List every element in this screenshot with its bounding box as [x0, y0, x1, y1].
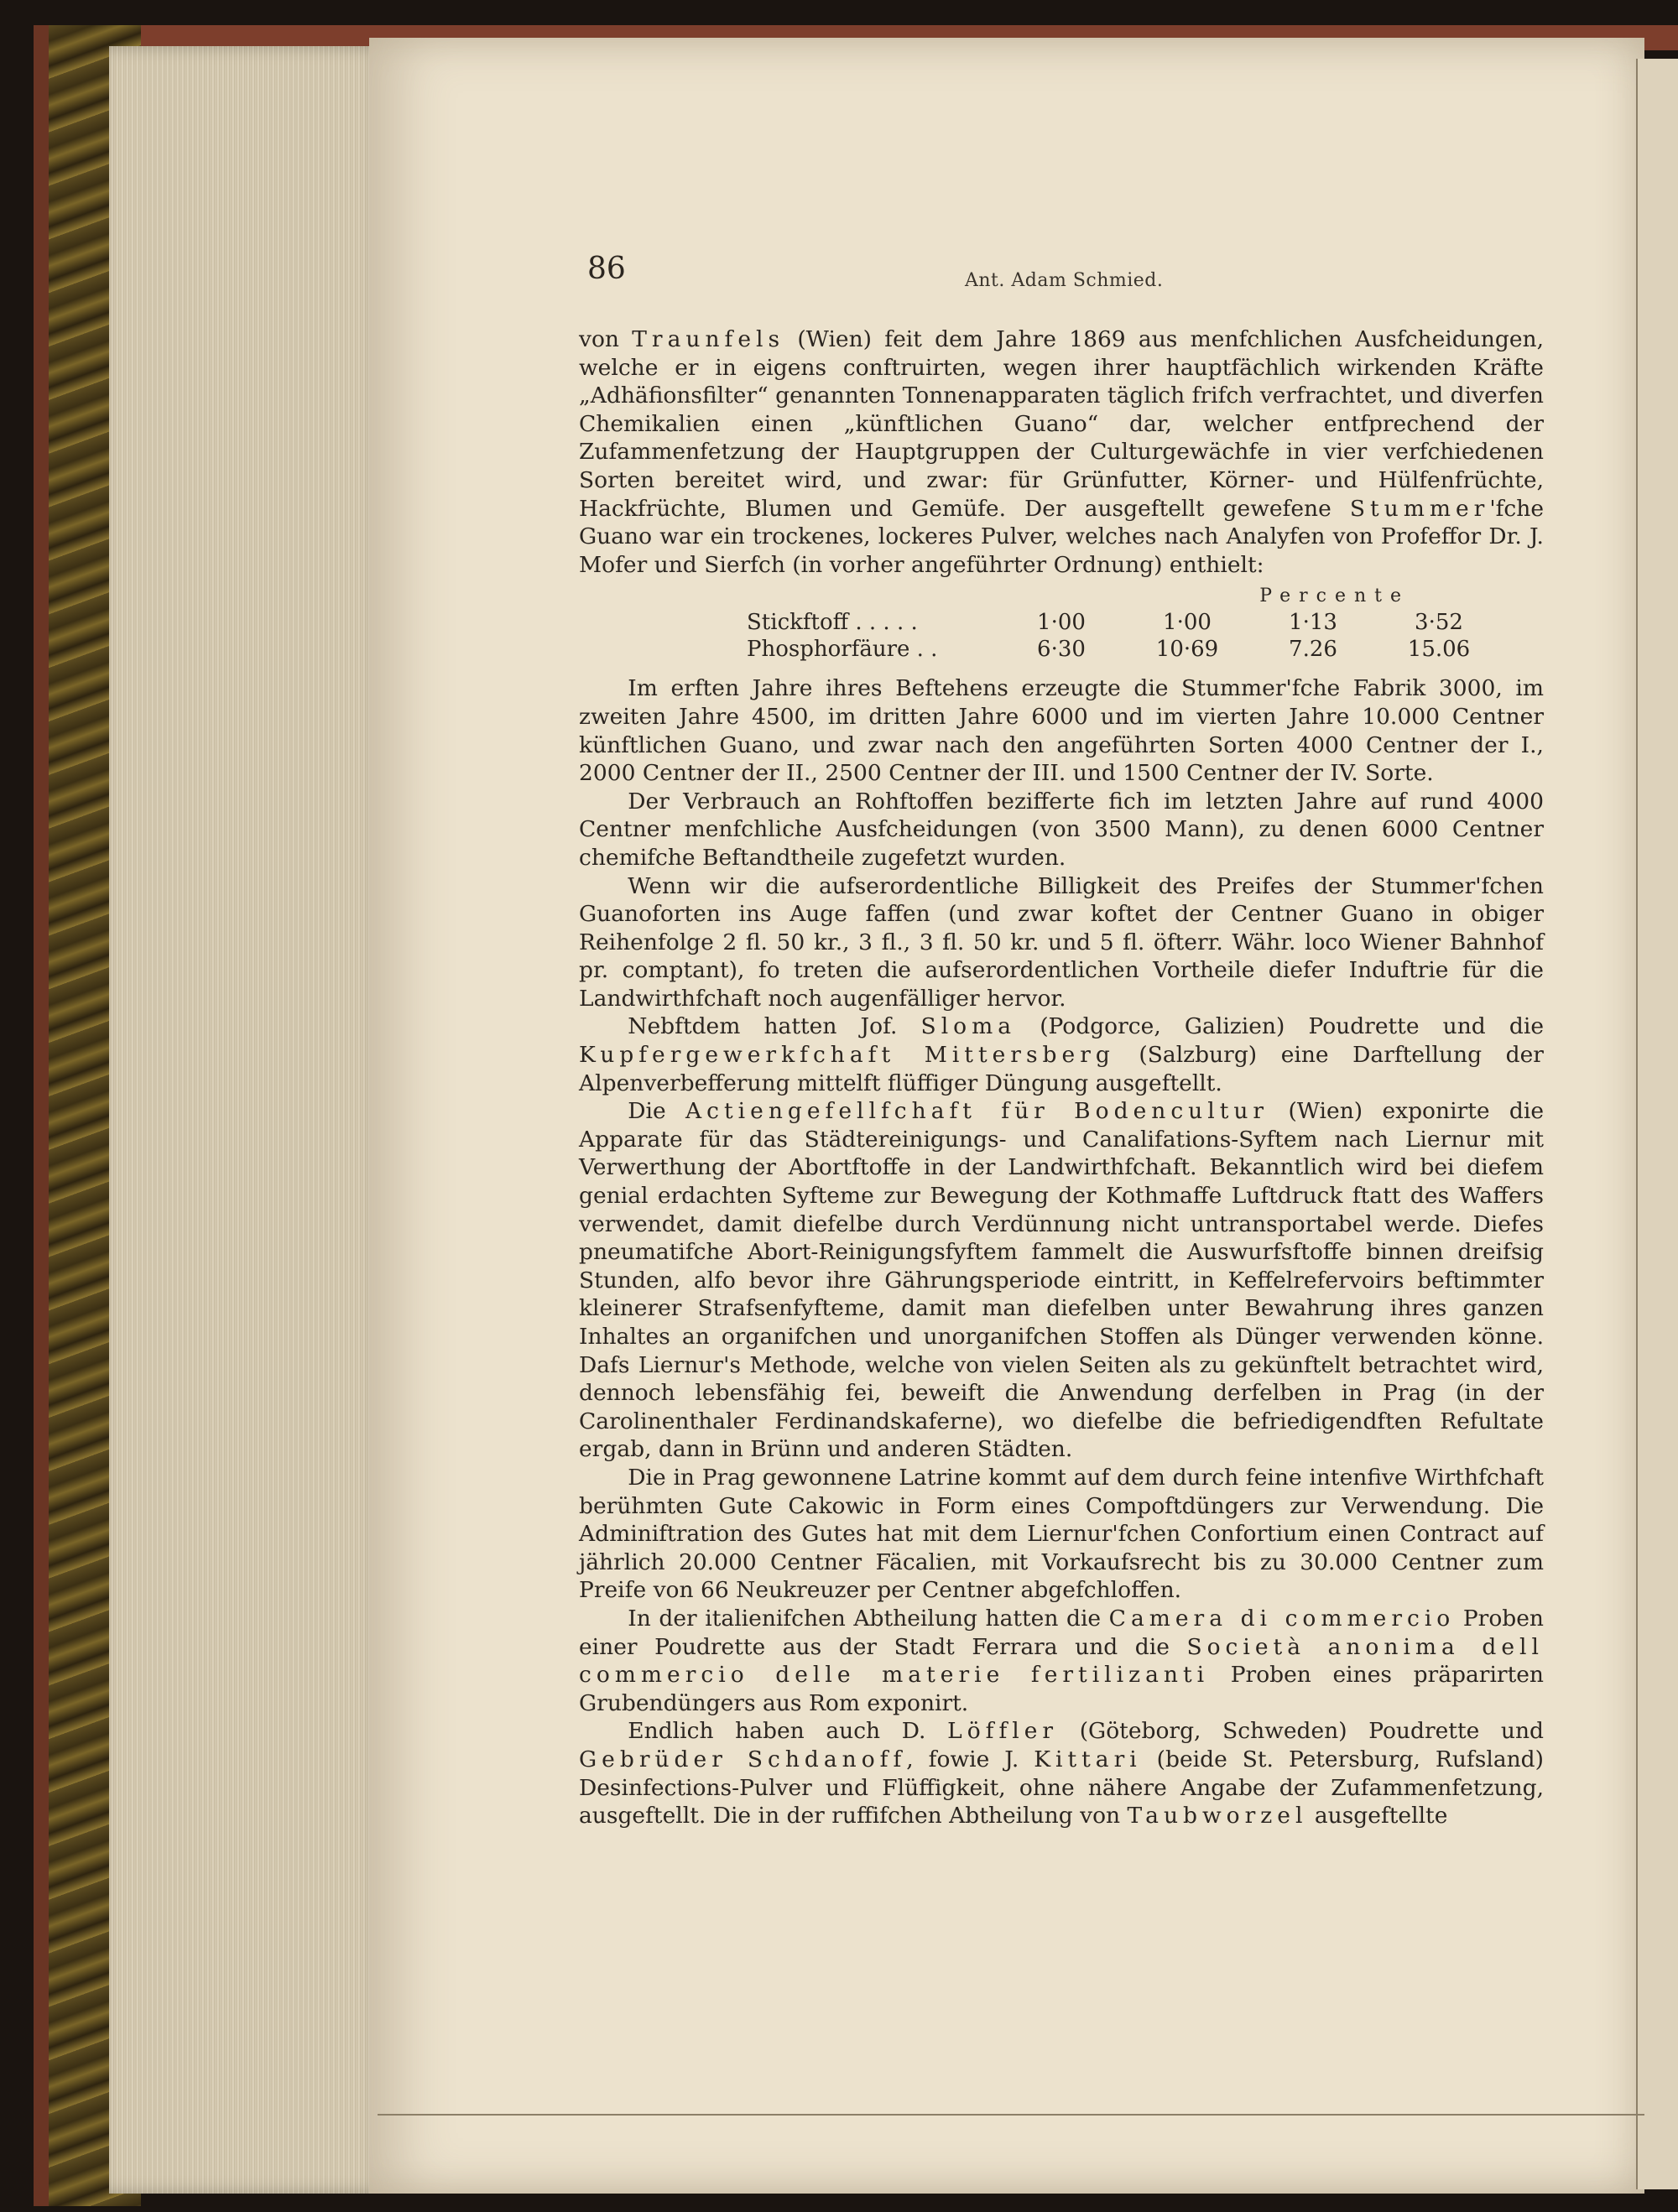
spaced-name: Camera di commercio — [1108, 1605, 1456, 1632]
paragraph-6 — [579, 1097, 1544, 1464]
text-run: (Göteborg, Schweden) Poudrette und — [1058, 1718, 1544, 1745]
cell: 10·69 — [1155, 637, 1219, 663]
paragraph-4: Wenn wir die aufserordentliche Billigkeit des Preifes der Stummer'fchen Guanoforten ins Auge faffen (und zwar koftet der Centner Guano in obiger Reihenfolge 2 fl. 50 kr., 3 fl., 3 fl. 50 kr. und 5 fl. öfterr. Währ. loco Wiener Bahnhof pr. comptant), fo treten die aufserordentlichen Vortheile diefer Induftrie für die Landwirthfchaft noch augenfälliger hervor. — [579, 872, 1544, 1012]
text-run: In der italienifchen Abtheilung hatten die — [628, 1605, 1109, 1632]
running-head: Ant. Adam Schmied. — [965, 270, 1164, 291]
row-label: Phosphorfäure . . — [747, 637, 938, 663]
table-row — [579, 609, 1544, 636]
spaced-name: Traunfels — [632, 326, 785, 352]
spaced-name: Taubworzel — [1127, 1803, 1308, 1829]
text-run: Proben eines präparirten Grubendüngers aus Rom exponirt. — [579, 1662, 1544, 1716]
table-row — [579, 636, 1544, 663]
cell: 7.26 — [1289, 637, 1337, 663]
paragraph-1 — [579, 325, 1544, 579]
text-run: Endlich haben auch D. — [628, 1718, 948, 1745]
paragraph-2: Im erften Jahre ihres Beftehens erzeugte die Stummer'fche Fabrik 3000, im zweiten Jahre 4500, im dritten Jahre 6000 und im vierten Jahre 10.000 Centner künftlichen Guano, und zwar nach den angeführten Sorten 4000 Centner der I., 2000 Centner der II., 2500 Centner der III. und 1500 Centner der IV. Sorte. — [579, 675, 1544, 787]
paragraph-3: Der Verbrauch an Rohftoffen bezifferte fich im letzten Jahre auf rund 4000 Centner menfchliche Ausfcheidungen (von 3500 Mann), zu denen 6000 Centner chemifche Beftandtheile zugefetzt wurden. — [579, 788, 1544, 871]
paragraph-9 — [579, 1717, 1544, 1829]
spaced-name: Kittari — [1034, 1746, 1142, 1772]
text-run: ausgeftellte — [1307, 1803, 1448, 1829]
text-run: Nebftdem hatten Jof. — [628, 1013, 921, 1040]
spaced-name: Società anonima dell commercio delle materie fertilizanti — [579, 1633, 1544, 1689]
page-header — [587, 252, 1552, 302]
spaced-name: Actiengefellfchaft für Bodencultur — [685, 1098, 1269, 1125]
spaced-name: Gebrüder Schdanoff — [579, 1746, 907, 1772]
table-heading: Percente — [1259, 586, 1410, 607]
page-bottom-line — [378, 2114, 1644, 2116]
row-label: Stickftoff . . . . . — [747, 610, 918, 636]
cell: 1·00 — [1163, 610, 1212, 636]
text-run: von — [579, 326, 633, 352]
text-run: 'fche Guano war ein trockenes, lockeres Pulver, welches nach Analyfen von Profeffor Dr. J. Mofer und Sierfch (in vorher angeführter Ordnung) enthielt: — [579, 495, 1544, 578]
body-text — [579, 325, 1544, 1830]
cell: 1·00 — [1037, 610, 1086, 636]
spaced-name: Kupfergewerkfchaft Mittersberg — [579, 1042, 1115, 1069]
text-run: Die — [628, 1098, 686, 1125]
paragraph-7: Die in Prag gewonnene Latrine kommt auf dem durch feine intenfive Wirthfchaft berühmten Gute Cakowic in Form eines Compoftdüngers zur Verwendung. Die Adminiftration des Gutes hat mit dem Liernur'fchen Confortium einen Contract auf jährlich 20.000 Centner Fäcalien, mit Vorkaufsrecht bis zu 30.000 Centner zum Preife von 66 Neukreuzer per Centner abgefchloffen. — [579, 1464, 1544, 1604]
spaced-name: Löffler — [947, 1718, 1059, 1745]
page-edges — [109, 46, 386, 2194]
text-run: , fowie J. — [906, 1746, 1034, 1772]
paragraph-8 — [579, 1605, 1544, 1717]
text-run: (Wien) feit dem Jahre 1869 aus menfchlichen Ausfcheidungen, welche er in eigens conftruirten, wegen ihrer hauptfächlich wirkenden Kräfte „Adhäfionsfilter“ genannten Tonnenapparaten täglich frifch verfrachtet, und diverfen Chemikalien einen „künftlichen Guano“ dar, welcher entfprechend der Zufammenfetzung der Hauptgruppen der Culturgewächfe in vier verfchiedenen Sorten bereitet wird, und zwar: für Grünfutter, Körner- und Hülfenfrüchte, Hackfrüchte, Blumen und Gemüfe. Der ausgeftellt gewefene — [579, 326, 1544, 522]
cell: 15.06 — [1407, 637, 1471, 663]
spaced-name: Sloma — [920, 1013, 1017, 1040]
text-run: (Wien) exponirte die Apparate für das Städtereinigungs- und Canalifations-Syftem nach Liernur mit Verwerthung der Abortftoffe in der Landwirthfchaft. Bekanntlich wird bei diefem genial erdachten Syfteme zur Bewegung der Kothmaffe Luftdruck ftatt des Waffers verwendet, damit diefelbe durch Verdünnung nicht untransportabel werde. Diefes pneumatifche Abort-Reinigungsfyftem fammelt die Auswurfsftoffe binnen dreifsig Stunden, alfo bevor ihre Gährungsperiode eintritt, in Keffelrefervoirs beftimmter kleinerer Strafsenfyfteme, damit man diefelben unter Bewahrung ihres ganzen Inhaltes an organifchen und unorganifchen Stoffen als Dünger verwenden könne. Dafs Liernur's Methode, welche von vielen Seiten als zu gekünftelt betrachtet wird, dennoch lebensfähig fei, beweift die Anwendung derfelben in Prag (in der Carolinenthaler Ferdinandskaferne), wo diefelbe die befriedigendften Refultate ergab, dann in Brünn und anderen Städten. — [579, 1098, 1545, 1463]
spaced-name: Stummer — [1349, 495, 1490, 522]
text-run: Proben einer Poudrette aus der Stadt Ferrara und die — [579, 1605, 1544, 1660]
cell: 3·52 — [1415, 610, 1463, 636]
cell: 1·13 — [1289, 610, 1337, 636]
text-run: (beide St. Petersburg, Rufsland) Desinfections-Pulver und Flüffigkeit, ohne nähere Angabe der Zufammenfetzung, ausgeftellt. Die in der ruffifchen Abtheilung von — [579, 1746, 1544, 1829]
text-run: (Podgorce, Galizien) Poudrette und die — [1016, 1013, 1544, 1040]
cell: 6·30 — [1037, 637, 1086, 663]
paragraph-5 — [579, 1012, 1544, 1097]
analysis-table — [579, 584, 1544, 663]
text-run: (Salzburg) eine Darftellung der Alpenverbefferung mittelft flüffiger Düngung ausgeftellt. — [579, 1042, 1544, 1096]
page-number: 86 — [587, 252, 626, 286]
next-page-edge — [1636, 59, 1678, 2189]
